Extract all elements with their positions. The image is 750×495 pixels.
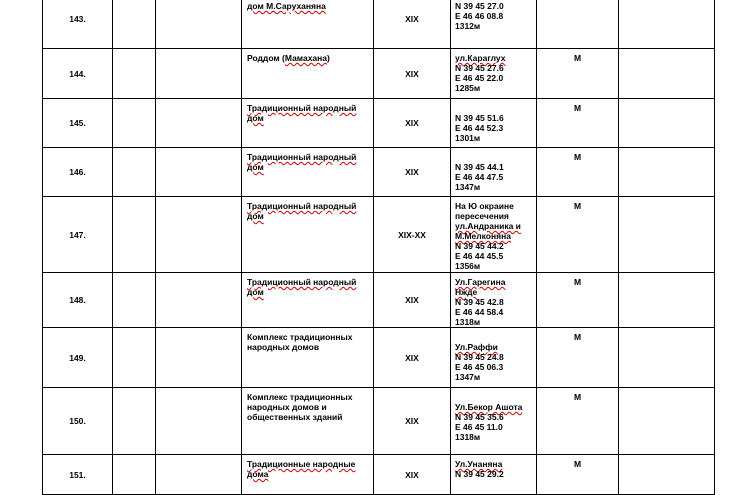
location xyxy=(451,197,537,273)
name-part: дом М. xyxy=(247,1,276,11)
empty-cell xyxy=(619,99,715,148)
location-line xyxy=(455,332,536,342)
name-part: ) xyxy=(327,53,330,63)
name-part: Комплекс традиционных xyxy=(247,332,353,342)
name-part: дома xyxy=(247,469,269,479)
monument-name xyxy=(242,328,374,388)
category: M xyxy=(537,328,619,388)
empty-cell xyxy=(113,328,156,388)
dating: XIX xyxy=(374,388,451,455)
monument-name xyxy=(242,273,374,328)
location-line: На Ю окраине xyxy=(455,201,514,211)
monuments-table xyxy=(42,0,715,495)
dating: XIX xyxy=(374,455,451,495)
location-line: E 46 44 52.3 xyxy=(455,123,504,133)
dating: XIX xyxy=(374,99,451,148)
table-body xyxy=(43,0,715,495)
empty-cell xyxy=(156,273,242,328)
location-line: пересечения xyxy=(455,211,509,221)
name-part: Саруханяна xyxy=(275,1,326,11)
location-line: Ул.Раффи xyxy=(455,342,498,352)
empty-cell xyxy=(156,49,242,99)
row-number: 148. xyxy=(43,273,113,328)
table-row xyxy=(43,49,715,99)
location-line: N 39 45 24.8 xyxy=(455,352,504,362)
empty-cell xyxy=(113,99,156,148)
location-line: 1347м xyxy=(455,372,481,382)
empty-cell xyxy=(619,455,715,495)
location-line: E 46 44 47.5 xyxy=(455,172,504,182)
location-line: 1318м xyxy=(455,317,481,327)
category: M xyxy=(537,49,619,99)
location xyxy=(451,148,537,197)
location-line xyxy=(455,103,536,113)
empty-cell xyxy=(113,0,156,49)
empty-cell xyxy=(619,148,715,197)
row-number: 149. xyxy=(43,328,113,388)
location-line: N 39 45 44.2 xyxy=(455,241,504,251)
location-line: N 39 45 44.1 xyxy=(455,162,504,172)
row-number: 150. xyxy=(43,388,113,455)
category: M xyxy=(537,455,619,495)
empty-cell xyxy=(156,388,242,455)
location xyxy=(451,49,537,99)
row-number: 143. xyxy=(43,0,113,49)
location-line: Ул.Бекор Ашота xyxy=(455,402,523,412)
dating: XIX xyxy=(374,148,451,197)
name-part: дом xyxy=(247,287,264,297)
empty-cell xyxy=(156,0,242,49)
location-line: N 39 45 51.6 xyxy=(455,113,504,123)
row-number: 151. xyxy=(43,455,113,495)
dating: XIX xyxy=(374,0,451,49)
location xyxy=(451,273,537,328)
empty-cell xyxy=(619,273,715,328)
empty-cell xyxy=(156,197,242,273)
name-part: Традиционный народный xyxy=(247,201,357,211)
empty-cell xyxy=(156,455,242,495)
table-row xyxy=(43,388,715,455)
category: M xyxy=(537,148,619,197)
location-line: 1301м xyxy=(455,133,481,143)
location xyxy=(451,0,537,49)
row-number: 147. xyxy=(43,197,113,273)
empty-cell xyxy=(619,0,715,49)
empty-cell xyxy=(113,273,156,328)
location-line: 1285м xyxy=(455,83,481,93)
location-line: 1312м xyxy=(455,21,481,31)
name-part: Традиционный народный xyxy=(247,277,357,287)
name-part: Роддом ( xyxy=(247,53,285,63)
category: M xyxy=(537,99,619,148)
dating: XIX-XX xyxy=(374,197,451,273)
name-part: дом xyxy=(247,113,264,123)
monument-name xyxy=(242,388,374,455)
empty-cell xyxy=(156,148,242,197)
empty-cell xyxy=(619,388,715,455)
location-line: 1356м xyxy=(455,261,481,271)
location-line: Ул.Унаняна xyxy=(455,459,503,469)
table-row xyxy=(43,197,715,273)
dating: XIX xyxy=(374,328,451,388)
location-line: 1347м xyxy=(455,182,481,192)
location-line: N 39 45 27.0 xyxy=(455,1,504,11)
table-row xyxy=(43,99,715,148)
dating: XIX xyxy=(374,49,451,99)
location-line: E 46 45 06.3 xyxy=(455,362,504,372)
table-row xyxy=(43,0,715,49)
name-part: Традиционный народный xyxy=(247,103,357,113)
empty-cell xyxy=(113,148,156,197)
name-part: народных домов xyxy=(247,342,320,352)
location xyxy=(451,99,537,148)
category: M xyxy=(537,388,619,455)
category: M xyxy=(537,197,619,273)
location xyxy=(451,328,537,388)
empty-cell xyxy=(156,328,242,388)
name-part: Мамахана xyxy=(284,53,328,63)
location-line xyxy=(455,152,536,162)
name-part: народных домов и xyxy=(247,402,327,412)
location-line: E 46 44 58.4 xyxy=(455,307,504,317)
monument-name xyxy=(242,49,374,99)
monument-name xyxy=(242,148,374,197)
row-number: 144. xyxy=(43,49,113,99)
location xyxy=(451,388,537,455)
empty-cell xyxy=(113,49,156,99)
name-part: Традиционный народный xyxy=(247,152,357,162)
location-line: N 39 45 27.6 xyxy=(455,63,504,73)
table-row xyxy=(43,273,715,328)
empty-cell xyxy=(113,455,156,495)
name-part: общественных зданий xyxy=(247,412,343,422)
location-line: ул.Андраника и xyxy=(455,221,521,231)
table-row xyxy=(43,328,715,388)
table-row xyxy=(43,455,715,495)
name-part: дом xyxy=(247,211,264,221)
empty-cell xyxy=(113,197,156,273)
location-line: М.Мелконяна xyxy=(455,231,511,241)
location-line: N 39 45 35.6 xyxy=(455,412,504,422)
name-part: Комплекс традиционных xyxy=(247,392,353,402)
location xyxy=(451,455,537,495)
empty-cell xyxy=(156,99,242,148)
category: M xyxy=(537,273,619,328)
monument-name xyxy=(242,455,374,495)
monument-name xyxy=(242,0,374,49)
location-line: E 46 45 11.0 xyxy=(455,422,503,432)
name-part: Традиционные народные xyxy=(247,459,356,469)
monument-name xyxy=(242,99,374,148)
row-number: 145. xyxy=(43,99,113,148)
empty-cell xyxy=(619,197,715,273)
location-line: E 46 46 08.8 xyxy=(455,11,504,21)
location-line: N 39 45 42.8 xyxy=(455,297,504,307)
location-line: Ул.Гарегина xyxy=(455,277,506,287)
empty-cell xyxy=(619,49,715,99)
empty-cell xyxy=(113,388,156,455)
location-line: N 39 45 29.2 xyxy=(455,469,504,479)
category xyxy=(537,0,619,49)
location-line: Нжде xyxy=(455,287,478,297)
location-line: E 46 44 45.5 xyxy=(455,251,504,261)
location-line: ул.Караглух xyxy=(455,53,506,63)
monument-name xyxy=(242,197,374,273)
name-part: дом xyxy=(247,162,264,172)
location-line: 1318м xyxy=(455,432,481,442)
table-row xyxy=(43,148,715,197)
row-number: 146. xyxy=(43,148,113,197)
dating: XIX xyxy=(374,273,451,328)
empty-cell xyxy=(619,328,715,388)
location-line xyxy=(455,392,536,402)
location-line: E 46 45 22.0 xyxy=(455,73,504,83)
